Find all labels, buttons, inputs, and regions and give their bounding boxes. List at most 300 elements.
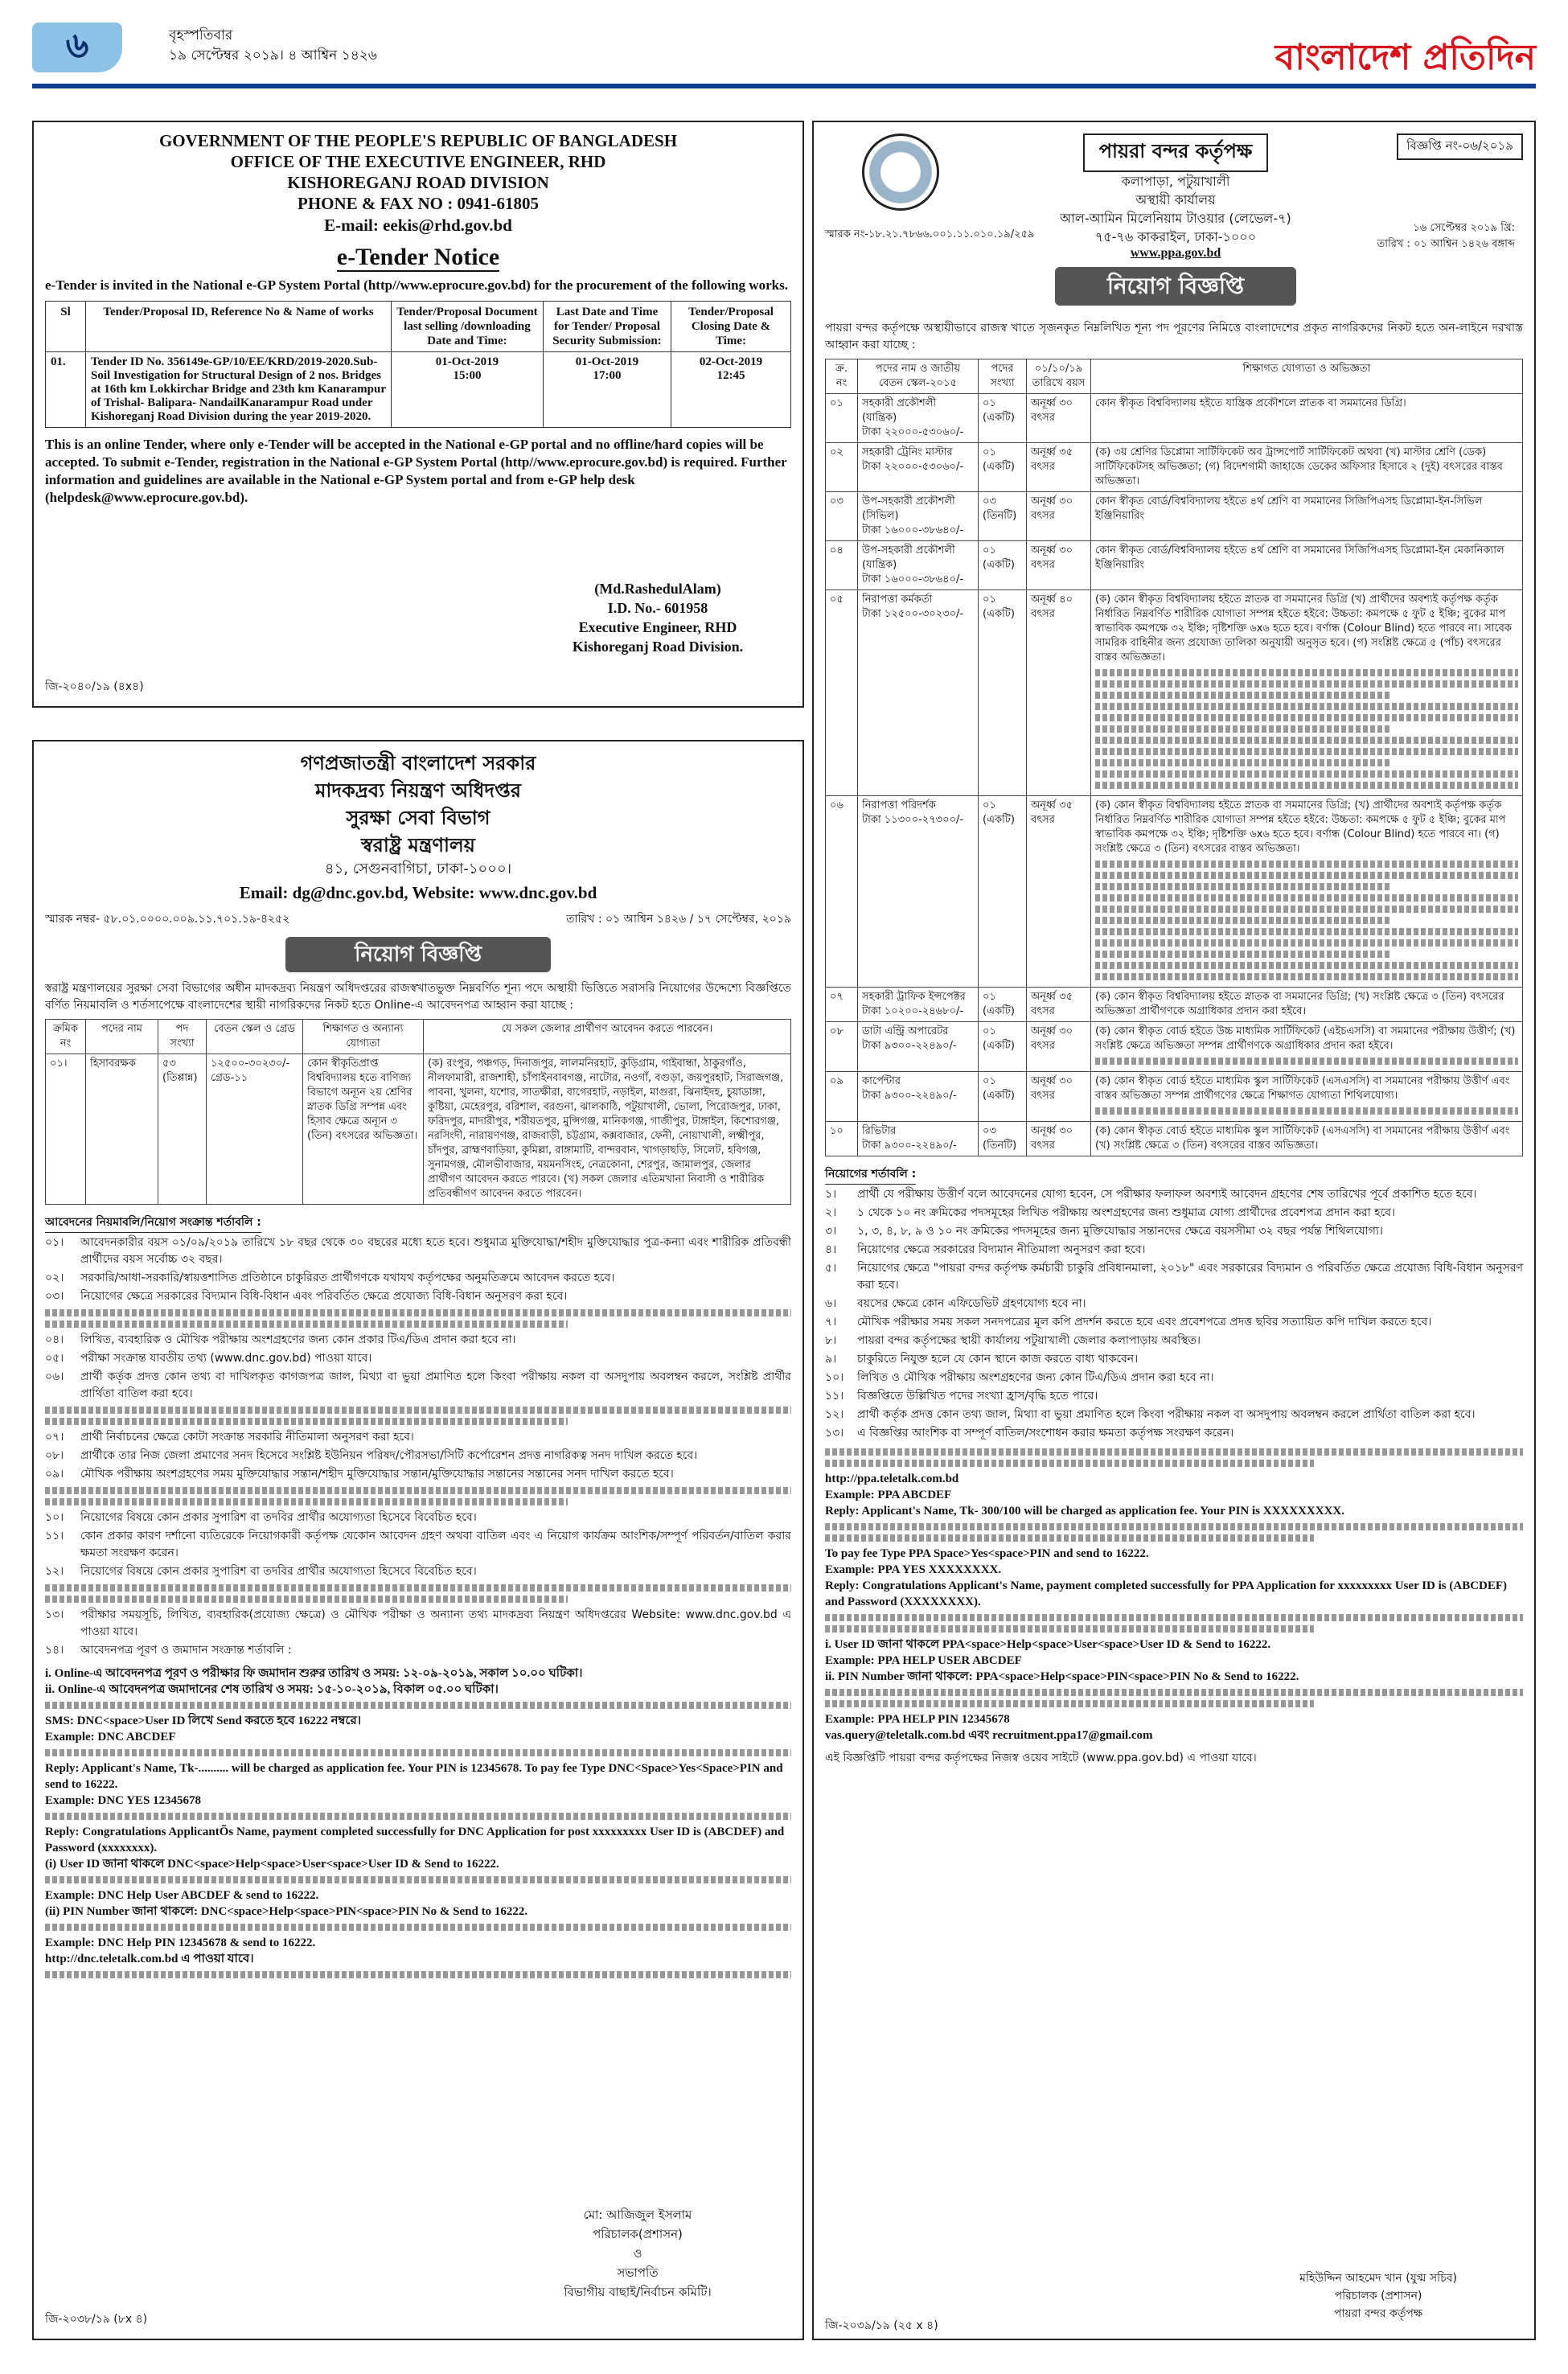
online-line: http://ppa.teletalk.com.bd [825, 1472, 959, 1485]
text-line [45, 1309, 791, 1316]
table-cell: ০৮ [826, 1022, 858, 1072]
text-line [1095, 1107, 1518, 1115]
online-line: Example: DNC YES 12345678 [45, 1794, 202, 1807]
text-line [825, 1625, 1314, 1633]
ppa-intro: পায়রা বন্দর কর্তৃপক্ষে অস্থায়ীভাবে রাজস্ব খাতে সৃজনকৃত নিম্নলিখিত শূন্য পদ পূরণের নিমিত্তে বাংলাদেশের প্রকৃত নাগরিকদের নিকট হতে অন-লাইনে দরখাস্ত আহ্বান করা যাচ্ছে : [825, 322, 1523, 351]
post-scale: টাকা ১২৫০০-৩০২৩০/- [862, 608, 964, 620]
rule-number: ৫। [825, 1262, 837, 1275]
table-cell: ০১ [826, 394, 858, 443]
brand-logo [1275, 18, 1536, 89]
rule-number: ৯। [825, 1353, 837, 1366]
table-cell [858, 590, 979, 796]
rule-number: ১২। [825, 1408, 844, 1421]
table-cell: ১০ [826, 1122, 858, 1156]
rule-number: ৩। [825, 1225, 837, 1238]
post-qualification: (ক) কোন স্বীকৃত বোর্ড হইতে মাধ্যমিক স্কুল সার্টিফিকেট (এসএসসি) বা সমমানের পরীক্ষায় উত্তীর্ণ এবং (খ) সংশ্লিষ্ট ক্ষেত্রে ৩ (তিন) বৎসরের বাস্তব অভিজ্ঞতা। [1095, 1125, 1510, 1152]
table-header: ক্র. নং [826, 359, 858, 394]
table-cell: Tender ID No. 356149e-GP/10/EE/KRD/2019-2020.Sub-Soil Investigation for Structural Design of 2 nos. Bridges at 16th km Lokkirchar Bridge and 23th km Kanarampur of Trishal- Balipara- NandailKanarampur Road under Kishoreganj Road Division during the year 2019-2020. [86, 352, 392, 428]
rule-text: প্রার্থী যে পরীক্ষায় উত্তীর্ণ বলে আবেদনের যোগ্য হবেন, সে পরীক্ষার ফলাফল অবশ্যই আবেদন গ্রহণের শেষ তারিখের পূর্বে প্রকাশিত হতে হবে। [857, 1188, 1477, 1201]
rule-text: ১, ৩, ৪, ৮, ৯ ও ১০ নং ক্রমিকের পদসমূহের জন্য মুক্তিযোদ্ধার সন্তানদের ক্ষেত্রে বয়সসীমা ৩২ বছর পর্যন্ত শিথিলযোগ্য। [857, 1225, 1383, 1238]
table-cell: ০৯ [826, 1072, 858, 1122]
table-row [826, 796, 1523, 988]
table-cell [1091, 1122, 1523, 1156]
online-line: Example: PPA HELP USER ABCDEF [825, 1654, 1022, 1667]
ppa-recruitment-notice [812, 121, 1536, 2340]
condition-text: পরীক্ষার সময়সূচি, লিখিত, ব্যবহারিক(প্রযোজ্য ক্ষেত্রে) ও মৌখিক পরীক্ষা ও অন্যান্য তথ্য মাদকদ্রব্য নিয়ন্ত্রণ অধিদপ্তরের Website: www.dnc.gov.bd এ পাওয়া যাবে। [80, 1608, 791, 1638]
ppa-ref: জি-২০৩৯/১৯ (২৫ x ৪) [825, 2319, 938, 2332]
text-line [45, 1971, 791, 1978]
text-line [1095, 703, 1518, 710]
table-cell: অনূর্ধ্ব ৩৫ বৎসর [1027, 988, 1091, 1022]
ppa-memo: স্মারক নং-১৮.২১.৭৮৬৬.০০১.১১.০১০.১৯/২৫৯ [825, 228, 1035, 240]
rule-item [825, 1186, 1523, 1203]
table-cell: কোন স্বীকৃতিপ্রাপ্ত বিশ্ববিদ্যালয় হতে বাণিজ্য বিভাগে অন্যূন ২য় শ্রেণির স্নাতক ডিগ্রি সম্পন্ন এবং হিসাব ক্ষেত্রে অন্যূন ৩ (তিন) বৎসরের অভিজ্ঞতা। [303, 1054, 424, 1205]
table-header: পদের নাম ও জাতীয় বেতন স্কেল-২০১৫ [858, 359, 979, 394]
post-name: উপ-সহকারী প্রকৌশলী (সিভিল) [862, 495, 955, 522]
tender-table [45, 301, 791, 428]
post-name: সহকারী ট্রেনিং মাস্টার [862, 446, 953, 458]
condition-number: ০১। [45, 1236, 64, 1249]
rhd-header-line: PHONE & FAX NO : 0941-61805 [298, 194, 539, 213]
table-row [826, 541, 1523, 590]
rule-number: ১৩। [825, 1427, 844, 1440]
ppa-header: পায়রা বন্দর কর্তৃপক্ষ কলাপাড়া, পটুয়াখালী অস্থায়ী কার্যালয় আল-আমিন মিলেনিয়াম টাওয়ার (লেভেল-৭) ৭৫-৭৬ কাকরাইল, ঢাকা-১০০০ www.ppa.gov.bd [1031, 133, 1320, 261]
rule-text: লিখিত ও মৌখিক পরীক্ষায় অংশগ্রহণের জন্য কোন টিএ/ডিএ প্রদান করা হবে না। [857, 1371, 1214, 1384]
rule-item [825, 1260, 1523, 1294]
text-line [1095, 759, 1391, 766]
condition-item [45, 1448, 791, 1464]
rule-number: ৪। [825, 1243, 837, 1256]
ppa-rules [825, 1186, 1523, 1442]
rule-item [825, 1370, 1523, 1386]
rule-item [825, 1388, 1523, 1405]
post-scale: টাকা ১১৩০০-২৭৩০০/- [862, 814, 964, 826]
table-header: বেতন স্কেল ও গ্রেড [207, 1020, 303, 1054]
dnc-online-instructions [45, 1665, 791, 1978]
post-name: রিভিটার [862, 1125, 897, 1137]
condition-text: নিয়োগের ক্ষেত্রে সরকারের বিদ্যমান বিধি-বিধান এবং পরিবর্তিত ক্ষেত্রে প্রযোজ্য বিধি-বিধান অনুসরণ করা হবে। [80, 1290, 568, 1303]
table-cell: ০১ (একটি) [979, 443, 1027, 492]
condition-number: ১৪। [45, 1644, 64, 1657]
text-line [1095, 1058, 1518, 1065]
online-line: (i) User ID জানা থাকলে DNC<space>Help<space>User<space>User ID & Send to 16222. [45, 1858, 499, 1871]
text-line [825, 1700, 1314, 1707]
table-cell [858, 541, 979, 590]
table-header: Last Date and Time for Tender/ Proposal Security Submission: [543, 302, 671, 352]
table-cell [1091, 590, 1523, 796]
rule-text: বয়সের ক্ষেত্রে কোন এফিডেভিট গ্রহণযোগ্য হবে না। [857, 1297, 1086, 1310]
ppa-name: পায়রা বন্দর কর্তৃপক্ষ [1083, 133, 1269, 172]
condition-text: লিখিত, ব্যবহারিক ও মৌখিক পরীক্ষায় অংশগ্রহণের জন্য কোন প্রকার টিএ/ডিএ প্রদান করা হবে না। [80, 1333, 516, 1346]
online-line: Example: PPA ABCDEF [825, 1489, 952, 1501]
rule-number: ৭। [825, 1316, 837, 1329]
condition-item [45, 1270, 791, 1287]
rule-number: ১০। [825, 1371, 844, 1384]
online-line: SMS: DNC<space>User ID লিখে Send করতে হবে 16222 নম্বরে। [45, 1715, 362, 1727]
condition-text: নিয়োগের বিষয়ে কোন প্রকার সুপারিশ বা তদবির প্রার্থীর অযোগ্যতা হিসেবে বিবেচিত হবে। [80, 1565, 477, 1578]
table-header: Tender/Proposal Document last selling /downloading Date and Time: [392, 302, 544, 352]
table-row [826, 1072, 1523, 1122]
page-number: ৬ [32, 23, 122, 72]
text-line [45, 1749, 791, 1756]
rhd-note: This is an online Tender, where only e-Tender will be accepted in the National e-GP portal and no offline/hard copies will be accepted. To submit e-Tender, registration in the National e-GP System Portal (http//www.eprocure.gov.bd) is required. Further information and guidelines are available in the National e-GP System portal and from e-GP help desk (helpdesk@www.eprocure.gov.bd). [45, 437, 787, 505]
table-cell [858, 988, 979, 1022]
rule-item [825, 1296, 1523, 1312]
ppa-logo-icon [862, 133, 939, 211]
table-cell [858, 1022, 979, 1072]
post-scale: টাকা ৯৩০০-২২৪৯০/- [862, 1090, 957, 1102]
dnc-contact: Email: dg@dnc.gov.bd, Website: www.dnc.gov.bd [239, 883, 597, 902]
table-cell: ০৪ [826, 541, 858, 590]
rhd-title: e-Tender Notice [336, 244, 500, 270]
post-scale: টাকা ৯৩০০-২২৪৯০/- [862, 1140, 957, 1152]
table-header: ক্রমিক নং [46, 1020, 86, 1054]
table-cell: ০২ [826, 443, 858, 492]
text-line [1095, 906, 1518, 913]
table-cell [858, 1072, 979, 1122]
online-line: Example: PPA HELP PIN 12345678 [825, 1713, 1010, 1726]
dnc-header-line: মাদকদ্রব্য নিয়ন্ত্রণ অধিদপ্তর [315, 779, 521, 802]
text-line [1095, 962, 1518, 969]
condition-item [45, 1563, 791, 1580]
ppa-footer-note: এই বিজ্ঞপ্তিটি পায়রা বন্দর কর্তৃপক্ষের নিজস্ব ওয়েব সাইটে (www.ppa.gov.bd) এ পাওয়া যাবে। [825, 1752, 1257, 1764]
condition-number: ০৩। [45, 1290, 64, 1303]
table-cell: ০১ (একটি) [979, 394, 1027, 443]
rule-number: ২। [825, 1206, 837, 1219]
online-line: Example: DNC Help PIN 12345678 & send to 16222. [45, 1937, 316, 1949]
post-qualification: কোন স্বীকৃত বোর্ড/বিশ্ববিদ্যালয় হইতে ৪র্থ শ্রেণি বা সমমানের সিজিপিএসহ ডিপ্লোমা-ইন-সিভিল ইঞ্জিনিয়ারিং [1095, 495, 1483, 522]
table-row [826, 1022, 1523, 1072]
rule-text: নিয়োগের ক্ষেত্রে "পায়রা বন্দর কর্তৃপক্ষ কর্মচারী চাকুরি প্রবিধানমালা, ২০১৮" এবং সরকারের বিদ্যমান ও পরিবর্তিত ক্ষেত্রে প্রযোজ্য বিধি-বিধান অনুসরণ করা হবে। [857, 1262, 1523, 1292]
condition-text: পরীক্ষা সংক্রান্ত যাবতীয় তথ্য (www.dnc.gov.bd) পাওয়া যাবে। [80, 1352, 372, 1365]
table-cell: অনূর্ধ্ব ৩৫ বৎসর [1027, 796, 1091, 988]
rule-text: এ বিজ্ঞপ্তির আংশিক বা সম্পূর্ণ বাতিল/সংশোধন করার ক্ষমতা কর্তৃপক্ষ সংরক্ষণ করেন। [857, 1427, 1234, 1440]
text-line [1095, 725, 1391, 733]
post-name: ডাটা এন্ট্রি অপারেটর [862, 1025, 949, 1037]
text-line [1095, 782, 1518, 789]
condition-text: কোন প্রকার কারণ দর্শানো ব্যতিরেকে নিয়োগকারী কর্তৃপক্ষ যেকোন আবেদন গ্রহণ অথবা বাতিল এবং এ নিয়োগ কার্যক্রম আংশিক/সম্পূর্ণ পরিবর্তন/বাতিল করার ক্ষমতা সংরক্ষণ করেন। [80, 1530, 791, 1559]
dnc-conditions [45, 1234, 791, 1659]
dnc-ref: জি-২০৩৮/১৯ (৮x ৪) [45, 2313, 148, 2326]
online-line: Reply: Congratulations ApplicantÕs Name, payment completed successfully for DNC Application for post xxxxxxxxx User ID is (ABCDEF) and Password (xxxxxxxx). [45, 1826, 785, 1854]
condition-number: ১২। [45, 1565, 64, 1578]
table-cell: ০৬ [826, 796, 858, 988]
text-line [825, 1523, 1523, 1530]
condition-item [45, 1350, 791, 1367]
text-line [1095, 917, 1391, 924]
text-line [45, 1702, 791, 1709]
rule-item [825, 1333, 1523, 1349]
rule-number: ৮। [825, 1334, 837, 1347]
table-row [826, 590, 1523, 796]
table-row [46, 1054, 791, 1205]
text-line [1095, 939, 1518, 947]
online-line: ii. Online-এ আবেদনপত্র জমাদানের শেষ তারিখ ও সময়: ১৫-১০-২০১৯, বিকাল ০৫.০০ ঘটিকা। [45, 1683, 499, 1696]
condition-number: ০৭। [45, 1431, 64, 1444]
dnc-post-table [45, 1019, 791, 1205]
table-cell: ০৩ [826, 492, 858, 541]
table-cell: 01-Oct-2019 17:00 [543, 352, 671, 428]
table-header: পদ সংখ্যা [158, 1020, 207, 1054]
rule-item [825, 1407, 1523, 1423]
condition-item [45, 1509, 791, 1526]
rule-item [825, 1223, 1523, 1240]
table-cell: ০১ (একটি) [979, 1022, 1027, 1072]
online-line: ii. PIN Number জানা থাকলে: PPA<space>Help<space>PIN<space>PIN No & Send to 16222. [825, 1670, 1299, 1683]
post-scale: টাকা ১০২০০-২৪৬৮০/- [862, 1005, 964, 1017]
post-name: সহকারী ট্রাফিক ইন্সপেক্টর [862, 991, 966, 1003]
online-line: (ii) PIN Number জানা থাকলে: DNC<space>Help<space>PIN<space>PIN No & Send to 16222. [45, 1905, 528, 1918]
text-line [45, 1813, 791, 1820]
dnc-ref-row [45, 910, 791, 929]
text-line [45, 1584, 791, 1592]
condition-text: প্রার্থী কর্তৃক প্রদত্ত কোন তথ্য বা দাখিলকৃত কাগজপত্র জাল, মিথ্যা বা ভুয়া প্রমাণিত হলে কিংবা পরীক্ষায় নকল বা অসদুপায় অবলম্বন করলে, সংশ্লিষ্ট প্রার্থীর প্রার্থিতা বাতিল করা হবে। [80, 1370, 791, 1400]
text-line [45, 1596, 568, 1603]
table-cell [1091, 394, 1523, 443]
text-line [1095, 680, 1518, 688]
text-line [1095, 669, 1518, 676]
condition-item [45, 1369, 791, 1403]
text-line [45, 1487, 791, 1494]
table-row [826, 1122, 1523, 1156]
table-cell: ০১ (একটি) [979, 541, 1027, 590]
table-header: যে সকল জেলার প্রার্থীগণ আবেদন করতে পারবেন। [424, 1020, 791, 1054]
text-line [1095, 872, 1518, 879]
dnc-intro: স্বরাষ্ট্র মন্ত্রণালয়ের সুরক্ষা সেবা বিভাগের অধীন মাদকদ্রব্য নিয়ন্ত্রণ অধিদপ্তরের রাজস্বখাতভুক্ত নিম্নবর্ণিত শূন্য পদে অস্থায়ী ভিত্তিতে সরাসরি নিয়োগের উদ্দেশ্যে বিজ্ঞপ্তিতে বর্ণিত নিয়মাবলি ও শর্তসাপেক্ষে বাংলাদেশের স্থায়ী নাগরিকদের নিকট হতে Online-এ আবেদনপত্র আহ্বান করা যাচ্ছে : [45, 982, 791, 1012]
table-cell: ১২৫০০-৩০২৩০/- গ্রেড-১১ [207, 1054, 303, 1205]
text-line [1095, 860, 1518, 868]
post-scale: টাকা ৯৩০০-২২৪৯০/- [862, 1040, 957, 1052]
post-scale: টাকা ১৬০০০-৩৮৬৪০/- [862, 573, 964, 585]
post-scale: টাকা ১৬০০০-৩৮৬৪০/- [862, 524, 964, 536]
table-cell [1091, 988, 1523, 1022]
condition-number: ১১। [45, 1530, 64, 1542]
dnc-conditions-title: আবেদনের নিয়মাবলি/নিয়োগ সংক্রান্ত শর্তাবলি : [45, 1213, 261, 1233]
text-line [1095, 714, 1518, 721]
ppa-signature: মহিউদ্দিন আহমেদ খান (যুগ্ম সচিব) পরিচালক (প্রশাসন) পায়রা বন্দর কর্তৃপক্ষ [1299, 2272, 1457, 2320]
text-line [45, 1407, 791, 1414]
rule-text: মৌখিক পরীক্ষার সময় সকল সনদপত্রের মূল কপি প্রদর্শন করতে হবে এবং প্রবেশপত্রে প্রদত্ত ছবির সত্যায়িত কপি দাখিল করতে হবে। [857, 1316, 1432, 1329]
text-line [45, 1320, 568, 1328]
condition-item [45, 1332, 791, 1349]
condition-item [45, 1288, 791, 1305]
table-cell: ০১। [46, 1054, 86, 1205]
table-cell: অনূর্ধ্ব ৩০ বৎসর [1027, 492, 1091, 541]
text-line [825, 1614, 1523, 1621]
condition-item [45, 1429, 791, 1446]
dateline [169, 26, 377, 66]
condition-item [45, 1466, 791, 1483]
rule-number: ৬। [825, 1297, 837, 1310]
table-row [46, 352, 791, 428]
rule-item [825, 1351, 1523, 1368]
rule-text: নিয়োগের ক্ষেত্রে সরকারের বিদ্যমান নীতিমালা অনুসরণ করা হবে। [857, 1243, 1146, 1256]
table-cell [858, 492, 979, 541]
text-line [825, 1689, 1523, 1696]
table-cell: ০১ (একটি) [979, 590, 1027, 796]
dnc-header-line: সুরক্ষা সেবা বিভাগ [346, 807, 491, 829]
table-cell [858, 796, 979, 988]
table-row [826, 443, 1523, 492]
dnc-header-line: স্বরাষ্ট্র মন্ত্রণালয় [361, 834, 475, 856]
table-header: Tender/Proposal Closing Date & Time: [671, 302, 791, 352]
rule-text: চাকুরিতে নিযুক্ত হলে যে কোন স্থানে কাজ করতে বাধ্য থাকবেন। [857, 1353, 1139, 1366]
rhd-ref: জি-২০৪০/১৯ (৪x৪) [45, 680, 144, 693]
table-cell [1091, 492, 1523, 541]
text-line [1095, 737, 1518, 744]
table-cell: অনূর্ধ্ব ৩৫ বৎসর [1027, 443, 1091, 492]
text-line [45, 1418, 568, 1425]
online-line: i. User ID জানা থাকলে PPA<space>Help<space>User<space>User ID & Send to 16222. [825, 1638, 1271, 1651]
condition-text: আবেদনপত্র পূরণ ও জমাদান সংক্রান্ত শর্তাবলি : [80, 1644, 292, 1657]
ppa-online-instructions [825, 1448, 1523, 1744]
table-cell: অনূর্ধ্ব ৩০ বৎসর [1027, 1022, 1091, 1072]
table-cell [858, 1122, 979, 1156]
ppa-rules-title: নিয়োগের শর্তাবলি : [825, 1164, 916, 1185]
condition-item [45, 1642, 791, 1659]
online-line: To pay fee Type PPA Space>Yes<space>PIN and send to 16222. [825, 1547, 1149, 1560]
rhd-email: E-mail: eekis@rhd.gov.bd [324, 216, 512, 235]
rule-number: ১। [825, 1188, 837, 1201]
text-line [45, 1498, 568, 1505]
table-cell [1091, 796, 1523, 988]
table-header: শিক্ষাগত ও অন্যান্য যোগ্যতা [303, 1020, 424, 1054]
brand-name: বাংলাদেশ প্রতিদিন [1275, 37, 1536, 78]
post-name: উপ-সহকারী প্রকৌশলী (যান্ত্রিক) [862, 544, 955, 571]
rule-item [825, 1205, 1523, 1222]
condition-number: ০৪। [45, 1333, 64, 1346]
table-cell: ০৭ [826, 988, 858, 1022]
table-cell: 01. [46, 352, 86, 428]
dnc-header-line: গণপ্রজাতন্ত্রী বাংলাদেশ সরকার [300, 752, 536, 774]
table-header: Tender/Proposal ID, Reference No & Name of works [86, 302, 392, 352]
rule-text: বিজ্ঞপ্তিতে উল্লিখিত পদের সংখ্যা হ্রাস/বৃদ্ধি হতে পারে। [857, 1390, 1098, 1403]
table-cell [1091, 1072, 1523, 1122]
rule-text: ১ থেকে ১০ নং ক্রমিকের পদসমূহের লিখিত পরীক্ষায় অংশগ্রহণের জন্য শুধুমাত্র যোগ্য প্রার্থীদের প্রবেশপত্র প্রদান করা হবে। [857, 1206, 1396, 1219]
table-cell: অনূর্ধ্ব ৪০ বৎসর [1027, 590, 1091, 796]
condition-text: প্রার্থী নির্বাচনের ক্ষেত্রে কোটা সংক্রান্ত সরকারি নীতিমালা অনুসরণ করা হবে। [80, 1431, 414, 1444]
text-line [45, 1924, 791, 1931]
table-cell: ০১ (একটি) [979, 1072, 1027, 1122]
text-line [1095, 928, 1518, 935]
condition-number: ১৩। [45, 1608, 64, 1621]
table-cell [1091, 443, 1523, 492]
table-cell: ০৩ (তিনটি) [979, 1122, 1027, 1156]
table-cell: (ক) রংপুর, পঞ্চগড়, দিনাজপুর, লালমনিরহাট, কুড়িগ্রাম, গাইবান্ধা, ঠাকুরগাঁও, নীলফামারী, রাজশাহী, চাঁপাইনবাবগঞ্জ, নাটোর, নওগাঁ, বগুড়া, জয়পুরহাট, সিরাজগঞ্জ, পাবনা, খুলনা, যশোর, সাতক্ষীরা, বাগেরহাট, নড়াইল, মাগুরা, ঝিনাইদহ, চুয়াডাঙ্গা, কুষ্টিয়া, মেহেরপুর, বরিশাল, বরগুনা, ঝালকাঠি, পটুয়াখালী, ভোলা, পিরোজপুর, ঢাকা, ফরিদপুর, মাদারীপুর, শরীয়তপুর, মুন্সিগঞ্জ, মানিকগঞ্জ, গাজীপুর, টাঙ্গাইল, কিশোরগঞ্জ, নরসিংদী, নারায়ণগঞ্জ, রাজবাড়ী, চট্টগ্রাম, কক্সবাজার, ফেনী, নোয়াখালী, লক্ষ্মীপুর, চাঁদপুর, ব্রাহ্মণবাড়িয়া, কুমিল্লা, রাঙ্গামাটি, বান্দরবান, খাগড়াছড়ি, সিলেট, হবিগঞ্জ, সুনামগঞ্জ, মৌলভীবাজার, ময়মনসিংহ, নেত্রকোনা, শেরপুর, জামালপুর, জেলার প্রার্থীগণ আবেদন করতে পারবে। (খ) সকল জেলার এতিমখানা নিবাসী ও শারীরিক প্রতিবন্ধীগণ আবেদন করতে পারবেন। [424, 1054, 791, 1205]
rule-item [825, 1314, 1523, 1331]
post-qualification: (ক) কোন স্বীকৃত বোর্ড হইতে মাধ্যমিক স্কুল সার্টিফিকেট (এসএসসি) বা সমমানের পরীক্ষায় উত্তীর্ণ এবং বাস্তব অভিজ্ঞতা সম্পন্ন প্রার্থীগণের ক্ষেত্রে শিক্ষাগত যোগ্যতা শিথিলযোগ্য। [1095, 1075, 1510, 1102]
rule-text: প্রার্থী কর্তৃক প্রদত্ত কোন তথ্য জাল, মিথ্যা বা ভুয়া প্রমাণিত হলে কিংবা পরীক্ষায় নকল বা অসদুপায় অবলম্বন করলে প্রার্থিতা বাতিল করা হবে। [857, 1408, 1476, 1421]
table-cell [858, 394, 979, 443]
table-header: Sl [46, 302, 86, 352]
post-qualification: কোন স্বীকৃত বোর্ড/বিশ্ববিদ্যালয় হইতে ৪র্থ শ্রেণি বা সমমানের সিজিপিএসহ ডিপ্লোমা-ইন মেকানিক্যাল ইঞ্জিনিয়ারিং [1095, 544, 1504, 571]
condition-number: ০৫। [45, 1352, 64, 1365]
masthead-rule [32, 84, 1536, 88]
rule-item [825, 1242, 1523, 1259]
post-qualification: কোন স্বীকৃত বিশ্ববিদ্যালয় হইতে যান্ত্রিক প্রকৌশলে স্নাতক বা সমমানের ডিগ্রি। [1095, 397, 1406, 409]
online-line: http://dnc.teletalk.com.bd এ পাওয়া যাবে। [45, 1953, 254, 1965]
post-name: নিরাপত্তা পরিদর্শক [862, 799, 936, 811]
table-cell: 01-Oct-2019 15:00 [392, 352, 544, 428]
text-line [825, 1460, 1314, 1467]
online-line: Reply: Congratulations Applicant's Name, payment completed successfully for PPA Application for xxxxxxxxx User ID is (ABCDEF) and Password (XXXXXXXX). [825, 1579, 1508, 1608]
condition-number: ০৮। [45, 1449, 64, 1462]
condition-number: ০২। [45, 1271, 64, 1284]
online-line: Example: PPA YES XXXXXXXX. [825, 1563, 1002, 1576]
rule-text: পায়রা বন্দর কর্তৃপক্ষের স্থায়ী কার্যালয় পটুয়াখালী জেলার কলাপাড়ায় অবস্থিত। [857, 1334, 1201, 1347]
rhd-header-line: KISHOREGANJ ROAD DIVISION [287, 173, 549, 192]
ppa-notice-number: বিজ্ঞপ্তি নং-০৬/২০১৯ [1397, 133, 1523, 160]
post-qualification: (ক) কোন স্বীকৃত বোর্ড হইতে উচ্চ মাধ্যমিক সার্টিফিকেট (এইচএসসি) বা সমমানের পরীক্ষায় উত্তীর্ণ; (খ) সংশ্লিষ্ট ক্ষেত্রে অভিজ্ঞতা সম্পন্ন প্রার্থীগণকে অগ্রাধিকার প্রদান করা হইবে। [1095, 1025, 1516, 1052]
dnc-date: তারিখ : ০১ আশ্বিন ১৪২৬ / ১৭ সেপ্টেম্বর, ২০১৯ [565, 913, 791, 926]
rhd-signature: (Md.RashedulAlam) I.D. No.- 601958 Executive Engineer, RHD Kishoreganj Road Division. [572, 581, 744, 655]
post-name: নিরাপত্তা কর্মকর্তা [862, 594, 933, 606]
post-qualification: (ক) ৩য় শ্রেণির ডিপ্লোমা সার্টিফিকেট অব ট্রান্সপোর্ট সার্টিফিকেট অথবা (খ) মাস্টার শ্রেণি (ডেক) সার্টিফিকেটসহ অভিজ্ঞতা; (গ) বিদেশগামী জাহাজে ডেকের অফিসার হিসাবে ২ (দুই) বৎসরের বাস্তব অভিজ্ঞতা। [1095, 446, 1503, 487]
table-cell: ০৫ [826, 590, 858, 796]
ppa-body [825, 320, 1523, 1767]
rhd-header [45, 130, 791, 214]
rule-item [825, 1425, 1523, 1442]
table-cell [1091, 1022, 1523, 1072]
weekday: বৃহস্পতিবার [169, 27, 233, 43]
text-line [1095, 692, 1391, 699]
text-line [1095, 883, 1391, 890]
condition-number: ১০। [45, 1511, 64, 1524]
ppa-post-table [825, 359, 1523, 1156]
text-line [1095, 973, 1518, 980]
dnc-address: ৪১, সেগুনবাগিচা, ঢাকা-১০০০। [324, 860, 512, 877]
text-line [1095, 770, 1518, 778]
ppa-website: www.ppa.gov.bd [1130, 246, 1221, 260]
rhd-header-line: GOVERNMENT OF THE PEOPLE'S REPUBLIC OF BANGLADESH [158, 131, 678, 150]
ppa-date: ১৬ সেপ্টেম্বর ২০১৯ খ্রি: তারিখ : ০১ আশ্বিন ১৪২৬ বঙ্গাব্দ [1377, 222, 1515, 250]
table-header: শিক্ষাগত যোগ্যতা ও অভিজ্ঞতা [1091, 359, 1523, 394]
table-cell: অনূর্ধ্ব ৩০ বৎসর [1027, 541, 1091, 590]
post-qualification: (ক) কোন স্বীকৃত বিশ্ববিদ্যালয় হইতে স্নাতক বা সমমানের ডিগ্রি; (খ) সংশ্লিষ্ট ক্ষেত্রে ৩ (তিন) বৎসরের অভিজ্ঞতা প্রার্থীগণকে অগ্রাধিকার প্রদান করা হইবে। [1095, 991, 1504, 1017]
dnc-signature: মো: আজিজুল ইসলাম পরিচালক(প্রশাসন) ও সভাপতি বিভাগীয় বাছাই/নির্বাচন কমিটি। [564, 2208, 712, 2299]
date: ১৯ সেপ্টেম্বর ২০১৯। ৪ আশ্বিন ১৪২৬ [169, 47, 377, 64]
table-header: পদের নাম [86, 1020, 158, 1054]
text-line [825, 1448, 1523, 1456]
text-line [1095, 894, 1518, 902]
post-name: কার্পেন্টার [862, 1075, 901, 1087]
text-line [1095, 748, 1518, 755]
condition-item [45, 1528, 791, 1562]
condition-text: সরকারি/আধা-সরকারি/স্বায়ত্তশাসিত প্রতিষ্ঠানে চাকুরিরত প্রার্থীগণকে যথাযথ কর্তৃপক্ষের অনুমতিক্রমে আবেদন করতে হবে। [80, 1271, 615, 1284]
table-row [826, 988, 1523, 1022]
dnc-memo: স্মারক নম্বর- ৫৮.০১.০০০০.০০৯.১১.৭০১.১৯-৪২৫২ [45, 913, 290, 926]
table-cell: অনূর্ধ্ব ৩০ বৎসর [1027, 394, 1091, 443]
masthead [0, 0, 1568, 90]
table-cell: ৫৩ (তিপ্পান্ন) [158, 1054, 207, 1205]
brand-tagline [1275, 18, 1536, 31]
post-scale: টাকা ২২০০০-৫৩০৬০/- [862, 426, 964, 438]
table-cell: 02-Oct-2019 12:45 [671, 352, 791, 428]
table-cell: অনূর্ধ্ব ৩০ বৎসর [1027, 1122, 1091, 1156]
online-line: Example: DNC ABCDEF [45, 1731, 176, 1744]
table-cell: ০১ (একটি) [979, 988, 1027, 1022]
post-scale: টাকা ২২০০০-৫৩০৬০/- [862, 461, 964, 473]
online-line: Example: DNC Help User ABCDEF & send to 16222. [45, 1889, 319, 1902]
text-line [825, 1534, 1314, 1542]
text-line [1095, 951, 1391, 958]
post-qualification: (ক) কোন স্বীকৃত বিশ্ববিদ্যালয় হইতে স্নাতক বা সমমানের ডিগ্রি; (খ) প্রার্থীদের অবশ্যই কর্তৃপক্ষ কর্তৃক নির্ধারিত নিম্নবর্ণিত শারীরিক যোগ্যতা সম্পন্ন হইতে হইবে: উচ্চতা: কমপক্ষে ৫ ফুট ৫ ইঞ্চি; বুকের মাপ স্বাভাবিক কমপক্ষে ৩২ ইঞ্চি; দৃষ্টিশক্তি ৬x৬ হতে হবে। বর্ণান্ধ (Colour Blind) হতে পারবে না। (গ) সংশ্লিষ্ট ক্ষেত্রে ৩ (তিন) বৎসরের বাস্তব অভিজ্ঞতা। [1095, 799, 1506, 855]
table-cell [1091, 541, 1523, 590]
condition-number: ০৬। [45, 1370, 64, 1383]
text-line [45, 1876, 791, 1883]
table-header: পদের সংখ্যা [979, 359, 1027, 394]
dnc-recruitment-notice [32, 740, 804, 2340]
